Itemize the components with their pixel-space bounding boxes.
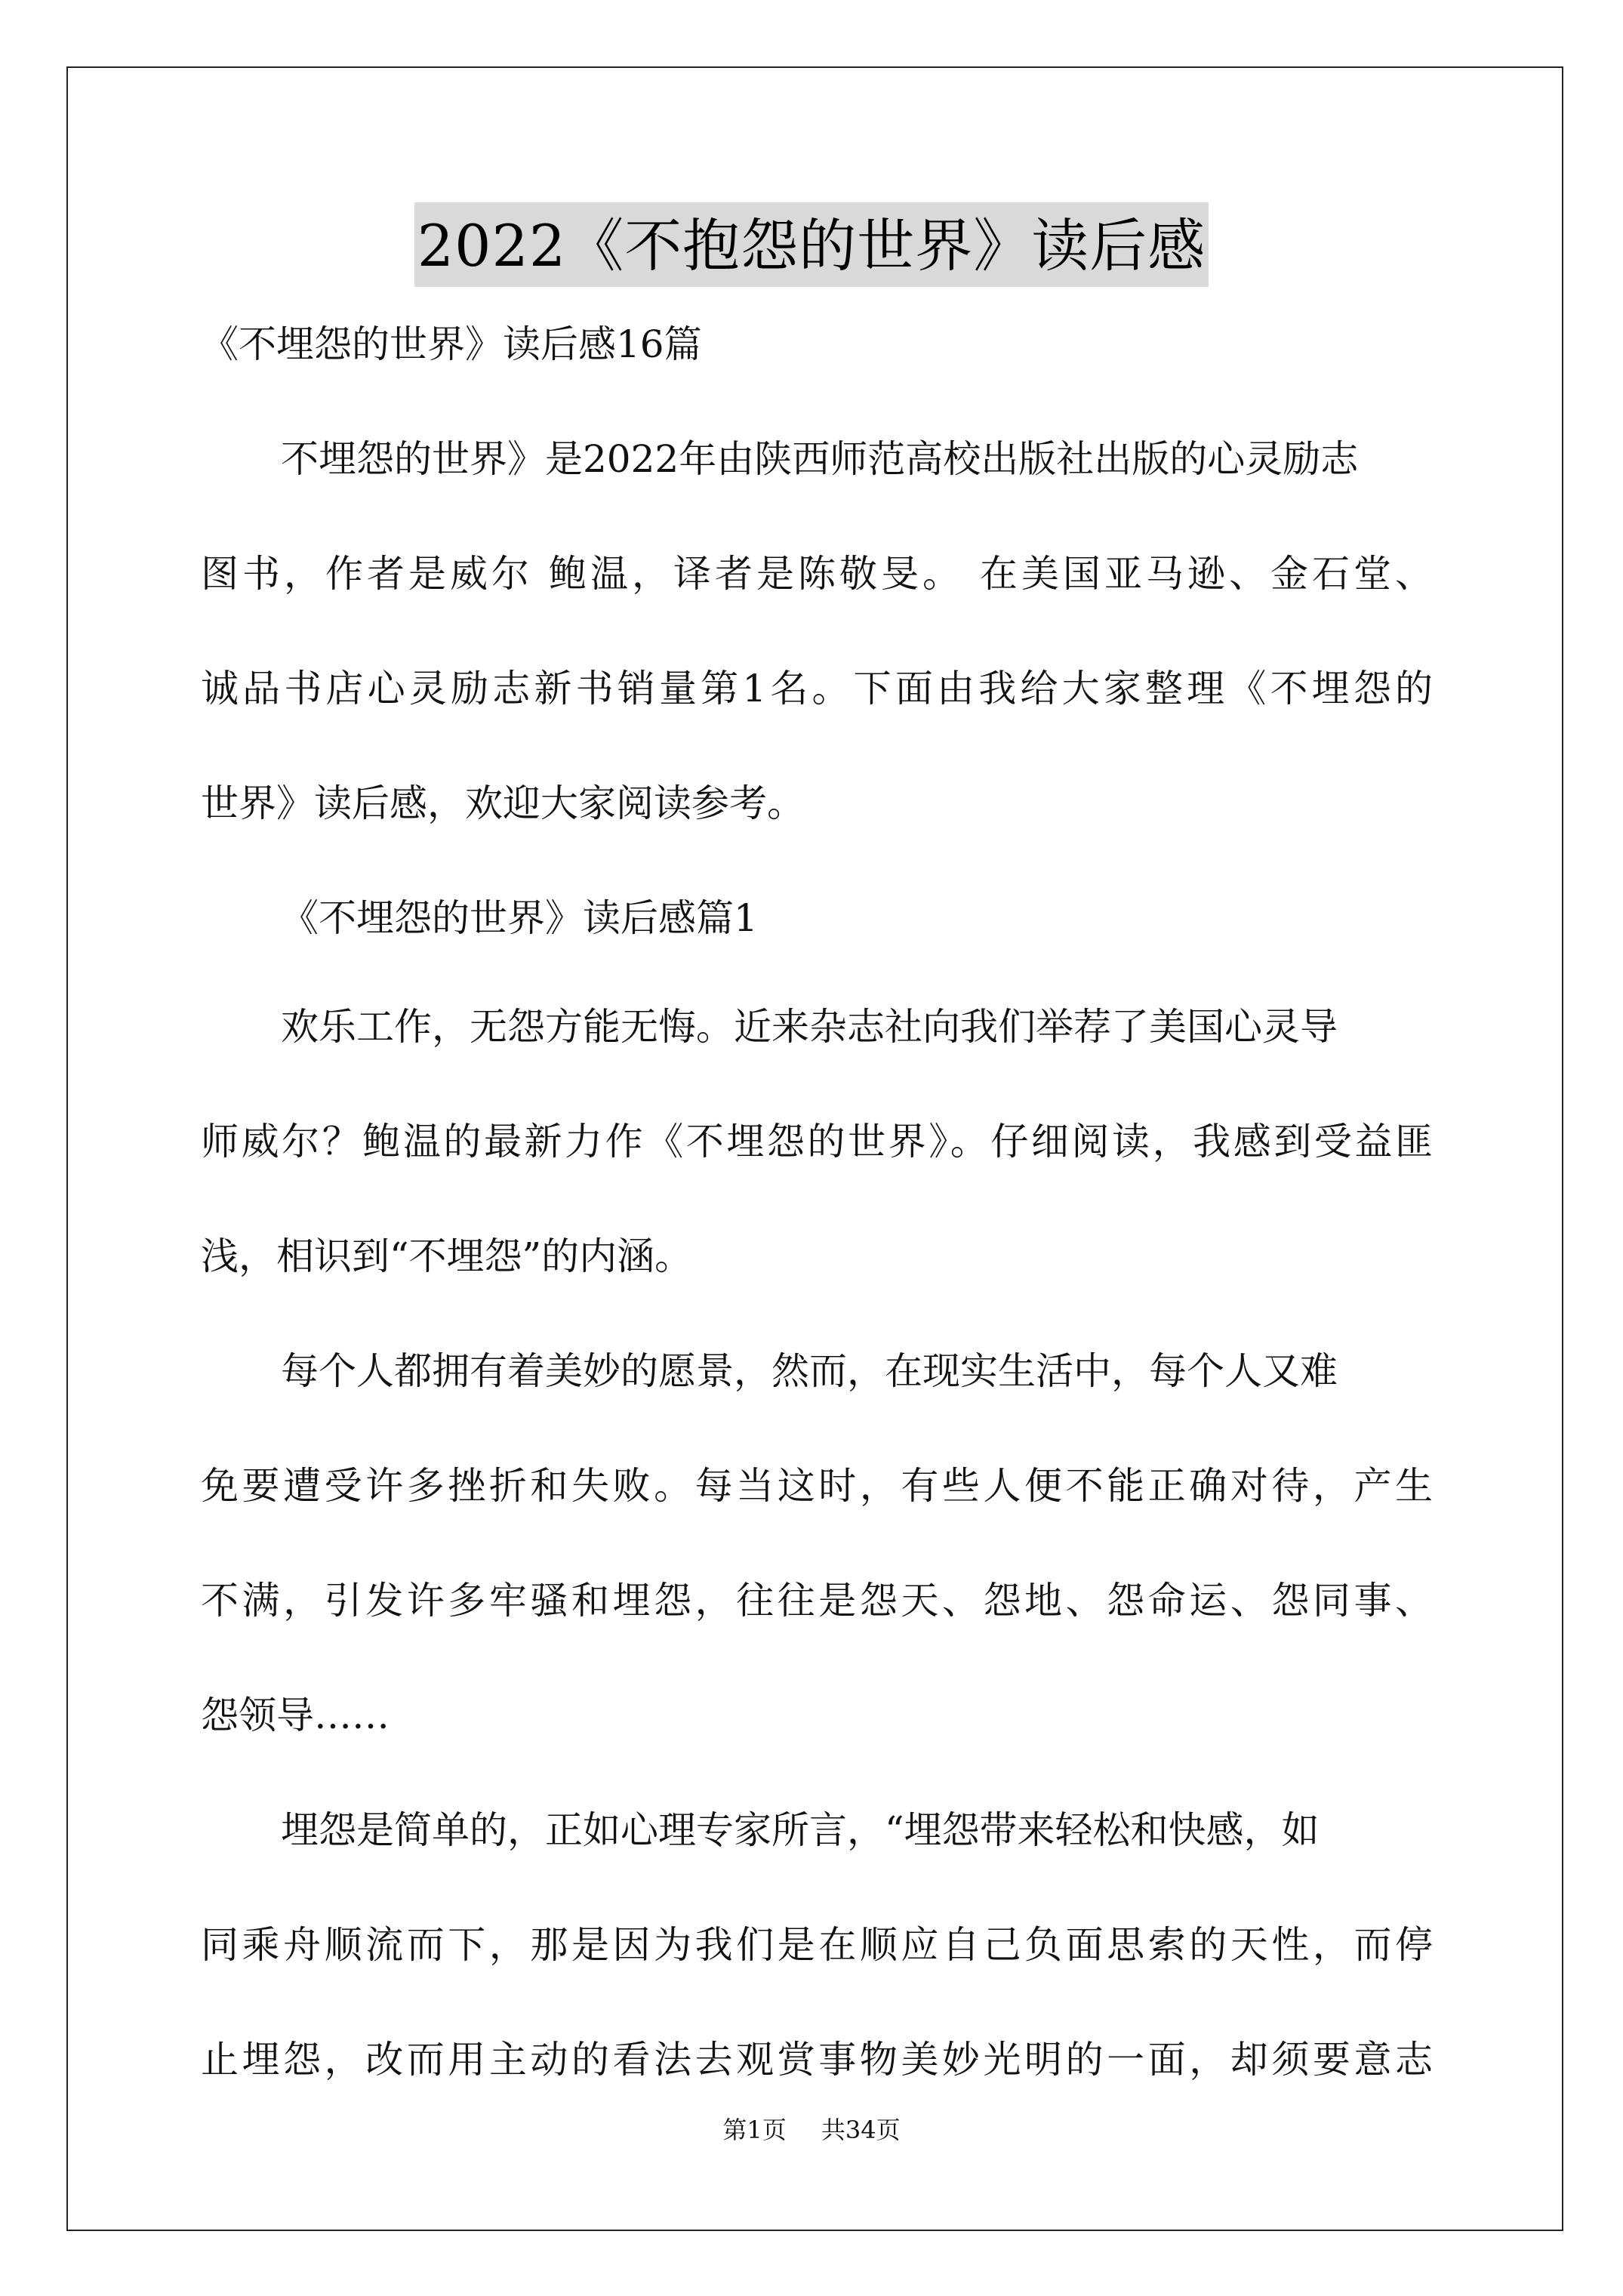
- body-line: 不满，引发许多牢骚和埋怨，往往是怨天、怨地、怨命运、怨同事、: [201, 1579, 1433, 1623]
- body-line: 怨领导……: [201, 1693, 390, 1737]
- document-title: 2022《不抱怨的世界》读后感: [414, 202, 1209, 287]
- body-line: 止埋怨，改而用主动的看法去观赏事物美妙光明的一面，却须要意志: [201, 2038, 1433, 2082]
- body-line: 欢乐工作，无怨方能无悔。近来杂志社向我们举荐了美国心灵导: [281, 1005, 1338, 1049]
- page-footer: [0, 2111, 1623, 2146]
- section-heading: 《不埋怨的世界》读后感篇1: [281, 896, 758, 940]
- body-line: 《不埋怨的世界》读后感16篇: [201, 322, 702, 366]
- body-line: 世界》读后感，欢迎大家阅读参考。: [201, 781, 805, 825]
- body-line: 浅，相识到“不埋怨”的内涵。: [201, 1234, 693, 1278]
- body-line: 师威尔？鲍温的最新力作《不埋怨的世界》。仔细阅读，我感到受益匪: [201, 1120, 1433, 1163]
- body-line: 诚品书店心灵励志新书销量第1名。下面由我给大家整理《不埋怨的: [201, 667, 1433, 710]
- body-line: 图书，作者是威尔 鲍温，译者是陈敬旻。 在美国亚马逊、金石堂、: [201, 552, 1433, 596]
- body-line: 免要遭受许多挫折和失败。每当这时，有些人便不能正确对待，产生: [201, 1464, 1433, 1508]
- title-container: [0, 202, 1623, 287]
- body-line: 埋怨是简单的，正如心理专家所言，“埋怨带来轻松和快感，如: [281, 1808, 1320, 1852]
- body-line: 每个人都拥有着美妙的愿景，然而，在现实生活中，每个人又难: [281, 1349, 1338, 1393]
- body-line: 同乘舟顺流而下，那是因为我们是在顺应自己负面思索的天性，而停: [201, 1923, 1433, 1967]
- page-total: 共34页: [821, 2116, 901, 2144]
- body-line: 不埋怨的世界》是2022年由陕西师范高校出版社出版的心灵励志: [281, 437, 1359, 481]
- page-number: 第1页: [722, 2116, 787, 2144]
